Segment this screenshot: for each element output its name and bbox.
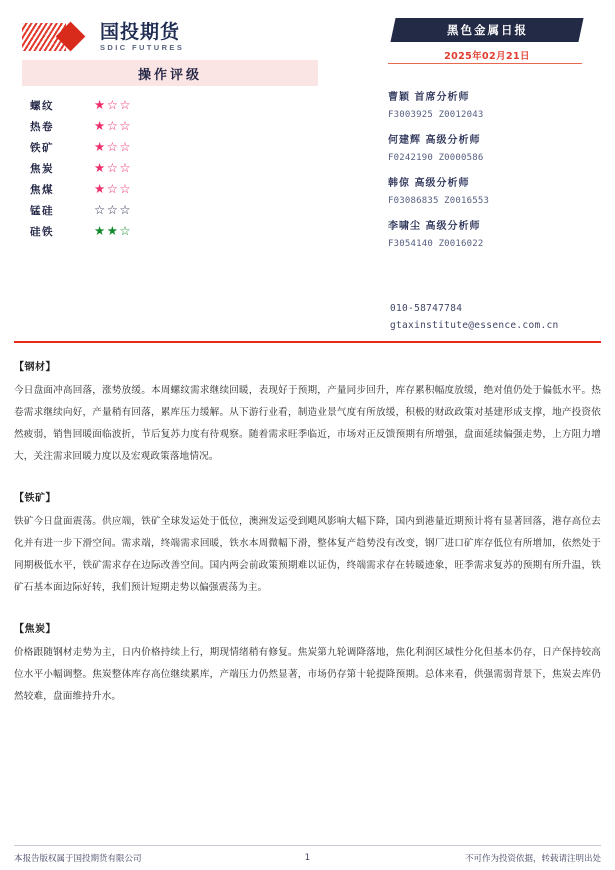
rating-row: [22, 221, 318, 242]
report-header: [0, 0, 615, 342]
analyst-license: F0242190 Z0000586: [388, 153, 484, 163]
company-logo: [22, 20, 184, 54]
logo-wordmark: [100, 20, 185, 52]
footer-page-number: 1: [304, 853, 311, 863]
rating-stars: ★☆☆: [94, 139, 133, 155]
rating-stars: ★☆☆: [94, 118, 133, 134]
contact-block: [390, 303, 610, 337]
logo-name-cn: 国投期货: [100, 20, 181, 43]
logo-mark-icon: [22, 21, 96, 53]
contact-phone: 010-58747784: [390, 303, 463, 314]
rating-commodity-name: 铁矿: [30, 142, 54, 154]
rating-row: [22, 200, 318, 221]
rating-stars: ☆☆☆: [94, 202, 133, 218]
rating-commodity-name: 焦炭: [30, 163, 54, 175]
rating-stars: ★☆☆: [94, 160, 133, 176]
rating-stars: ★☆☆: [94, 97, 133, 113]
section-title: 【钢材】: [14, 362, 56, 373]
section-title: 【铁矿】: [14, 493, 56, 504]
section-body-text: 今日盘面冲高回落，涨势放缓。本周螺纹需求继续回暖，表现好于预期，产量同步回升，库存累积幅度放缓，绝对值仍处于偏低水平。热卷需求继续向好，产量稍有回落，累库压力缓解。从下游行业看，制造业景气度有所放缓，积极的财政政策对基建形成支撑，地产投资依然疲弱，销售回暖面临波折，节后复苏力度有待观察。随着需求旺季临近，市场对正反馈预期有所增强，盘面延续偏强走势，上方阻力增大，关注需求回暖力度以及宏观政策落地情况。: [14, 385, 601, 462]
rating-commodity-name: 热卷: [30, 121, 54, 133]
analyst-license: F3003925 Z0012043: [388, 110, 484, 120]
analyst-list: [388, 88, 603, 260]
rating-row: [22, 116, 318, 137]
rating-commodity-name: 焦煤: [30, 184, 54, 196]
rating-stars: ★☆☆: [94, 181, 133, 197]
footer-divider: [14, 845, 601, 846]
contact-email: gtaxinstitute@essence.com.cn: [390, 320, 559, 331]
banner-shape: [390, 18, 583, 42]
logo-name-en: SDIC FUTURES: [100, 42, 185, 52]
rating-table-header: [22, 60, 318, 86]
rating-table: [22, 60, 318, 242]
analyst-license: F3054140 Z0016022: [388, 239, 484, 249]
report-date: 2025年02月21日: [444, 51, 530, 62]
rating-row: [22, 179, 318, 200]
section-title: 【焦炭】: [14, 624, 56, 635]
banner-divider: [388, 63, 582, 64]
report-body: [14, 358, 601, 729]
analyst-name: 曹颖 首席分析师: [388, 92, 470, 103]
rating-stars: ★★☆: [94, 223, 133, 239]
rating-commodity-name: 锰硅: [30, 205, 54, 217]
report-title-banner: [393, 18, 581, 42]
page-footer: [14, 852, 601, 864]
rating-row: [22, 137, 318, 158]
analyst-name: 何建辉 高级分析师: [388, 135, 481, 146]
header-divider: [14, 341, 601, 343]
analyst-license: F03086835 Z0016553: [388, 196, 490, 206]
rating-row: [22, 158, 318, 179]
analyst-name: 韩倞 高级分析师: [388, 178, 470, 189]
analyst-name: 李啸尘 高级分析师: [388, 221, 481, 232]
report-section: [14, 620, 601, 708]
footer-disclaimer: 不可作为投资依据，转载请注明出处: [464, 854, 601, 864]
banner-title-text: 黑色金属日报: [446, 23, 528, 37]
rating-table-title: 操作评级: [137, 67, 202, 83]
footer-copyright: 本报告版权属于国投期货有限公司: [14, 854, 142, 864]
rating-row: [22, 95, 318, 116]
report-section: [14, 358, 601, 468]
section-body-text: 铁矿今日盘面震荡。供应端，铁矿全球发运处于低位，澳洲发运受到飓风影响大幅下降，国内到港量近期预计将有显著回落，港存高位去化并有进一步下滑空间。需求端，终端需求回暖，铁水本周微幅下滑，整体复产趋势没有改变，钢厂进口矿库存低位有所增加，依然处于同期极低水平，铁矿需求存在边际改善空间。国内两会前政策预期难以证伪，终端需求存在转暖迹象，旺季需求复苏的预期有所升温，铁矿石基本面边际好转，我们预计短期走势以偏强震荡为主。: [14, 516, 601, 593]
rating-commodity-name: 螺纹: [30, 100, 54, 112]
rating-commodity-name: 硅铁: [30, 226, 54, 238]
section-body-text: 价格跟随钢材走势为主，日内价格持续上行，期现情绪稍有修复。焦炭第九轮调降落地，焦化利润区域性分化但基本仍存，日产保持较高位水平小幅调整。焦炭整体库存高位继续累库，产端压力仍然显著，市场仍存第十轮提降预期。总体来看，供强需弱背景下，焦炭去库仍然较难，盘面维持升水。: [14, 647, 601, 702]
rating-row-list: [22, 95, 318, 242]
report-section: [14, 489, 601, 599]
